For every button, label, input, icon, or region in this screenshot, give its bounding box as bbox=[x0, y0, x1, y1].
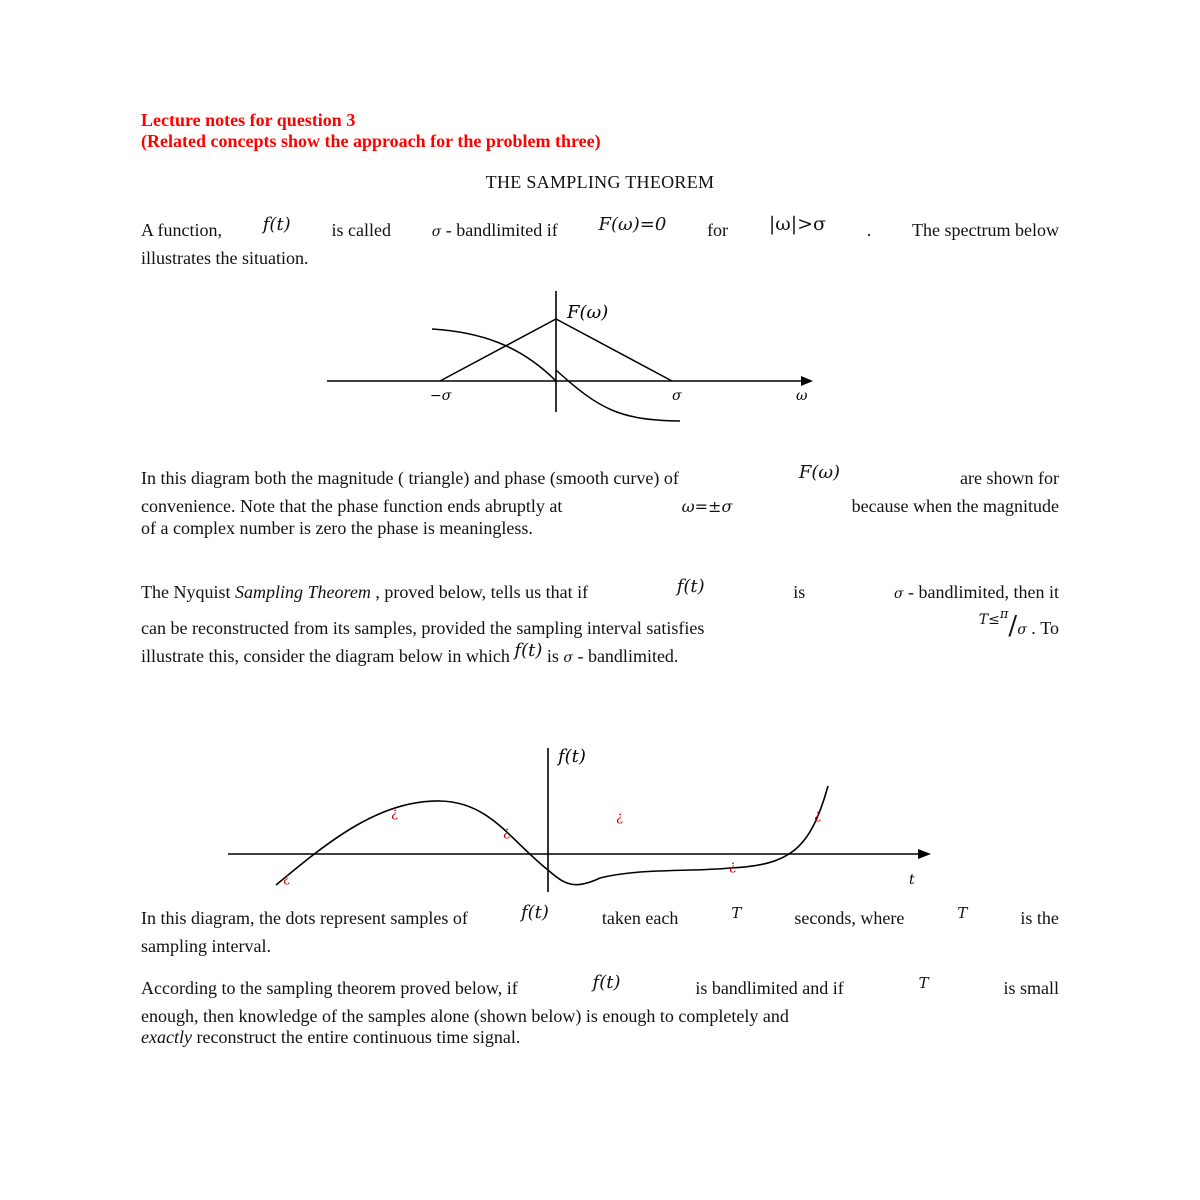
p3-text-2: , proved below, tells us that if bbox=[375, 582, 589, 602]
sample-point: ¿ bbox=[729, 859, 736, 874]
p3-cond-pi: π bbox=[999, 607, 1009, 622]
p1-text-6: The spectrum below bbox=[912, 220, 1059, 240]
p3-sigma-2: σ bbox=[563, 650, 573, 666]
p3-line-3c: - bandlimited. bbox=[577, 646, 679, 666]
paragraph-samples bbox=[141, 902, 1059, 957]
p5-line-2: enough, then knowledge of the samples alone (shown below) is enough to completely and bbox=[141, 1006, 789, 1026]
p5-exactly: exactly bbox=[141, 1027, 192, 1047]
p2-line-2a: convenience. Note that the phase function ends abruptly at bbox=[141, 496, 563, 516]
p3-sigma: σ bbox=[893, 586, 904, 602]
p3-line-2b: . To bbox=[1031, 618, 1059, 638]
p3-cond-T: T≤ bbox=[978, 612, 1000, 628]
p2-F-omega: F(ω) bbox=[798, 462, 841, 483]
p2-text-2: are shown for bbox=[960, 468, 1059, 488]
p1-condition: F(ω)=0 bbox=[598, 214, 667, 235]
heading-line-1: Lecture notes for question 3 bbox=[141, 110, 356, 130]
p1-text-1: A function, bbox=[141, 220, 222, 240]
label-F-omega: F(ω) bbox=[567, 302, 609, 323]
label-omega: ω bbox=[796, 388, 808, 404]
p3-ft: f(t) bbox=[676, 576, 705, 597]
p5-line-3: reconstruct the entire continuous time signal. bbox=[196, 1027, 521, 1047]
p4-text-4: is the bbox=[1020, 908, 1059, 928]
p5-text-1: According to the sampling theorem proved below, if bbox=[141, 978, 518, 998]
label-sigma: σ bbox=[672, 388, 682, 404]
sample-point: ¿ bbox=[283, 871, 290, 886]
signal-curve bbox=[276, 786, 828, 885]
p3-line-3a: illustrate this, consider the diagram below in which bbox=[141, 646, 510, 666]
p4-text-2: taken each bbox=[601, 908, 679, 928]
p1-line-2: illustrates the situation. bbox=[141, 248, 309, 268]
p1-text-3: - bandlimited if bbox=[445, 220, 558, 240]
fraction-slash: / bbox=[1008, 611, 1018, 641]
p1-sigma: σ bbox=[431, 224, 442, 240]
p5-text-2: is bandlimited and if bbox=[695, 978, 844, 998]
time-axis-arrow-icon bbox=[918, 849, 931, 859]
p5-ft: f(t) bbox=[592, 972, 621, 993]
p3-line-2a: can be reconstructed from its samples, provided the sampling interval satisfies bbox=[141, 618, 705, 638]
p1-text-2: is called bbox=[331, 220, 391, 240]
p3-sampling-theorem: Sampling Theorem bbox=[235, 582, 371, 602]
p2-text-1: In this diagram both the magnitude ( triangle) and phase (smooth curve) of bbox=[141, 468, 679, 488]
p2-condition: ω=±σ bbox=[681, 497, 733, 516]
p4-text-1: In this diagram, the dots represent samples of bbox=[141, 908, 468, 928]
p3-cond-sigma: σ bbox=[1017, 622, 1027, 638]
label-t: t bbox=[909, 872, 915, 888]
p3-text-4: - bandlimited, then it bbox=[907, 582, 1059, 602]
p4-ft: f(t) bbox=[520, 902, 549, 923]
sample-point: ¿ bbox=[503, 825, 510, 840]
p3-text-3: is bbox=[793, 582, 806, 602]
label-f-of-t: f(t) bbox=[558, 746, 586, 767]
p1-text-4: for bbox=[707, 220, 729, 240]
p4-text-3: seconds, where bbox=[794, 908, 905, 928]
sample-point: ¿ bbox=[616, 810, 623, 825]
p4-T: T bbox=[731, 904, 742, 922]
p2-line-2b: because when the magnitude bbox=[851, 496, 1059, 516]
p4-line-2: sampling interval. bbox=[141, 936, 271, 956]
paragraph-reconstruction bbox=[141, 972, 1059, 1048]
p1-abs-condition: |ω|>σ bbox=[768, 213, 827, 235]
section-title: THE SAMPLING THEOREM bbox=[485, 172, 715, 192]
sample-point: ¿ bbox=[814, 808, 821, 823]
heading-line-2: (Related concepts show the approach for the problem three) bbox=[141, 131, 601, 151]
p3-ft-2: f(t) bbox=[514, 640, 543, 661]
p5-T: T bbox=[918, 974, 929, 992]
p1-text-5: . bbox=[866, 220, 872, 240]
p1-ft: f(t) bbox=[262, 214, 291, 235]
p3-line-3b: is bbox=[546, 646, 559, 666]
p2-line-3: of a complex number is zero the phase is meaningless. bbox=[141, 518, 533, 538]
label-neg-sigma: −σ bbox=[430, 388, 452, 404]
p4-T-2: T bbox=[957, 904, 968, 922]
p3-text-1: The Nyquist bbox=[141, 582, 231, 602]
p5-text-3: is small bbox=[1003, 978, 1059, 998]
sample-point: ¿ bbox=[391, 806, 398, 821]
